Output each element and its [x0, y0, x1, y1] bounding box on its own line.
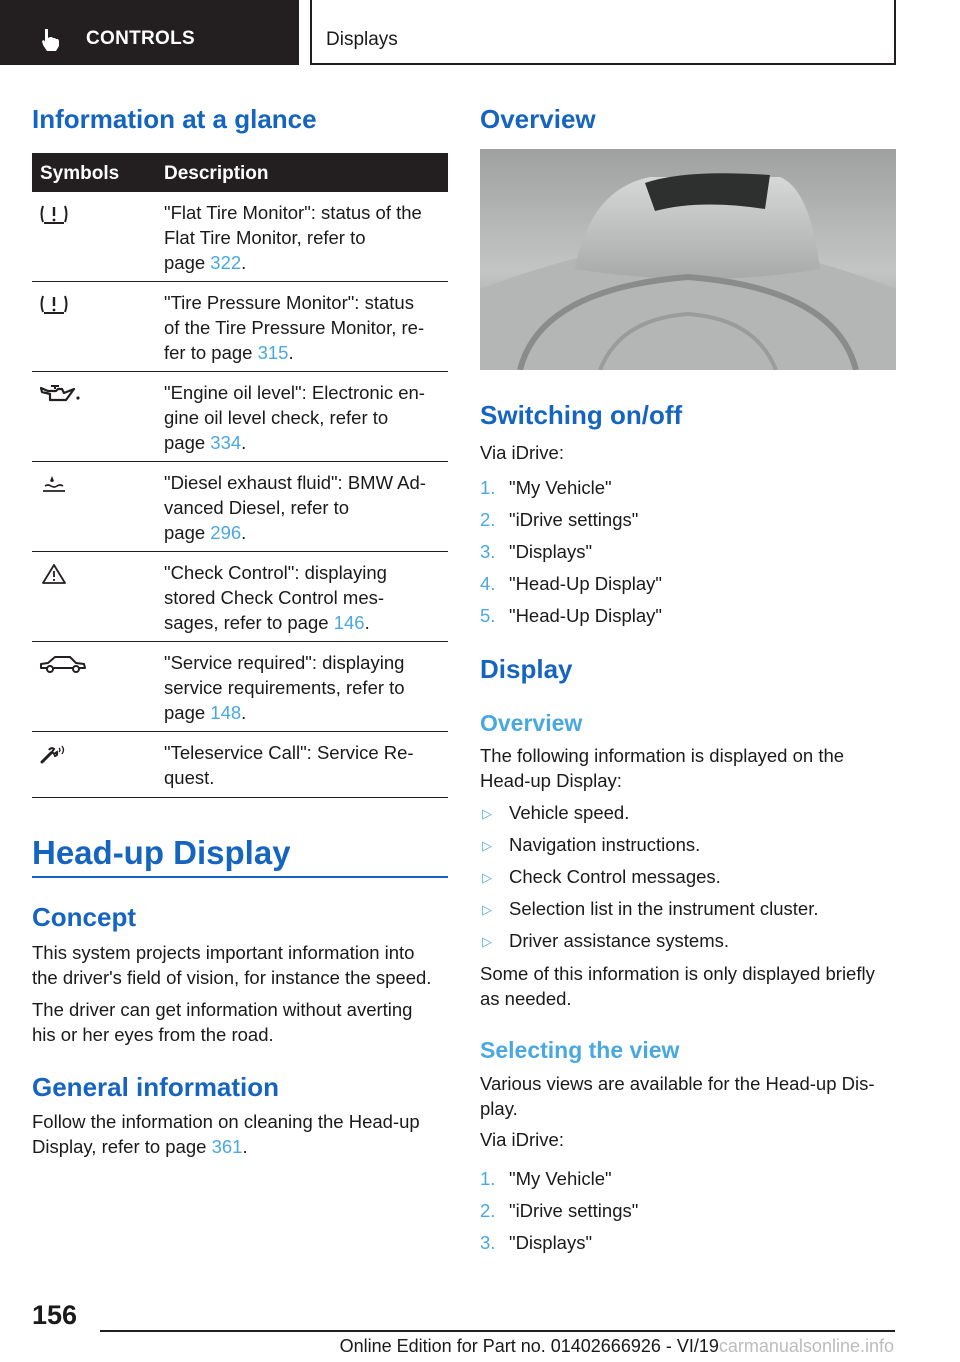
step-text: "Head-Up Display" [509, 605, 662, 626]
symbols-table [32, 153, 448, 798]
col-symbols: Symbols [40, 163, 120, 184]
section-label: CONTROLS [86, 28, 196, 49]
desc-line: Flat Tire Monitor, refer to [164, 227, 366, 248]
step-text: "Head-Up Display" [509, 573, 662, 594]
flat-tire-icon [38, 202, 70, 226]
desc-punct: . [364, 612, 370, 633]
switching-heading: Switching on/off [480, 400, 683, 430]
row-description [164, 560, 444, 635]
step-number: 2. [480, 1200, 496, 1221]
text-line: Follow the information on cleaning the Head-up [32, 1111, 420, 1132]
row-description [164, 740, 444, 790]
row-description [164, 650, 444, 725]
section-tab [0, 0, 299, 65]
page-link[interactable]: 334 [210, 432, 242, 453]
step-number: 3. [480, 1232, 496, 1253]
text-line: The following information is displayed on the [480, 745, 845, 766]
hud-heading: Head-up Display [32, 834, 291, 871]
step-text: "My Vehicle" [509, 1168, 612, 1189]
overview-heading: Overview [480, 104, 596, 134]
desc-line: "Engine oil level": Electronic en- [164, 382, 425, 403]
desc-punct: . [241, 702, 247, 723]
hud-photo [480, 149, 896, 370]
col-description: Description [164, 163, 269, 184]
bullet-triangle-icon: ▷ [482, 902, 492, 917]
text-line: Some of this information is only displayed briefly [480, 963, 875, 984]
desc-line: page [164, 702, 211, 723]
step-number: 3. [480, 541, 496, 562]
desc-line: fer to page [164, 342, 258, 363]
pointing-hand-icon [38, 27, 64, 53]
page-link[interactable]: 146 [333, 612, 365, 633]
views-paragraph [480, 1071, 875, 1121]
desc-line: "Flat Tire Monitor": status of the [164, 202, 422, 223]
step-text: "Displays" [509, 541, 593, 562]
watermark: carmanualsonline.info [718, 1336, 894, 1356]
bullet-triangle-icon: ▷ [482, 838, 492, 853]
bullet-text: Selection list in the instrument cluster. [509, 898, 819, 919]
text-line: the driver's field of vision, for instance the speed. [32, 967, 432, 988]
page-link[interactable]: 148 [210, 702, 242, 723]
table-row [32, 192, 448, 282]
bullet-text: Navigation instructions. [509, 834, 701, 855]
car-service-icon [38, 652, 88, 676]
desc-line: of the Tire Pressure Monitor, re- [164, 317, 425, 338]
page-link[interactable]: 315 [257, 342, 289, 363]
desc-line: service requirements, refer to [164, 677, 405, 698]
desc-punct: . [241, 522, 247, 543]
table-row [32, 552, 448, 642]
desc-line: sages, refer to page [164, 612, 334, 633]
step-text: "iDrive settings" [509, 509, 639, 530]
oil-can-icon [38, 382, 82, 406]
text-line: Various views are available for the Head-up Dis- [480, 1073, 875, 1094]
display-heading: Display [480, 654, 573, 684]
desc-line: page [164, 522, 211, 543]
general-info-paragraph [32, 1109, 420, 1159]
text-line: as needed. [480, 988, 572, 1009]
table-row [32, 372, 448, 462]
bullet-triangle-icon: ▷ [482, 870, 492, 885]
desc-line: "Check Control": displaying [164, 562, 387, 583]
display-overview-heading: Overview [480, 710, 583, 736]
via-idrive-label-2: Via iDrive: [480, 1129, 564, 1150]
info-glance-heading: Information at a glance [32, 104, 317, 134]
page-link[interactable]: 322 [210, 252, 242, 273]
heading-rule [32, 876, 448, 878]
bullet-text: Vehicle speed. [509, 802, 630, 823]
desc-line: stored Check Control mes- [164, 587, 385, 608]
step-number: 1. [480, 1168, 496, 1189]
desc-punct: . [241, 252, 247, 273]
desc-line: gine oil level check, refer to [164, 407, 389, 428]
chapter-title: Displays [326, 29, 398, 50]
desc-line: "Teleservice Call": Service Re- [164, 742, 414, 763]
desc-line: quest. [164, 767, 215, 788]
desc-line: "Tire Pressure Monitor": status [164, 292, 414, 313]
table-header [32, 153, 448, 192]
step-number: 5. [480, 605, 496, 626]
step-text: "My Vehicle" [509, 477, 612, 498]
step-text: "Displays" [509, 1232, 593, 1253]
row-description [164, 200, 444, 275]
concept-paragraph-2 [32, 997, 412, 1047]
desc-line: page [164, 252, 211, 273]
desc-line: "Diesel exhaust fluid": BMW Ad- [164, 472, 426, 493]
text-punct: . [242, 1136, 248, 1157]
brief-paragraph [480, 961, 875, 1011]
step-text: "iDrive settings" [509, 1200, 639, 1221]
page-number: 156 [32, 1300, 78, 1330]
warning-triangle-icon [38, 562, 70, 586]
bullet-triangle-icon: ▷ [482, 934, 492, 949]
tire-pressure-icon [38, 292, 70, 316]
diesel-exhaust-fluid-icon [38, 472, 70, 496]
desc-line: page [164, 432, 211, 453]
desc-punct: . [241, 432, 247, 453]
desc-line: vanced Diesel, refer to [164, 497, 350, 518]
step-number: 1. [480, 477, 496, 498]
text-line: This system projects important information into [32, 942, 415, 963]
display-paragraph [480, 743, 844, 793]
table-row [32, 642, 448, 732]
desc-punct: . [288, 342, 294, 363]
text-line: Display, refer to page [32, 1136, 212, 1157]
general-info-heading: General information [32, 1072, 280, 1102]
text-line: The driver can get information without averting [32, 999, 413, 1020]
edition-line [340, 1336, 894, 1357]
selecting-view-heading: Selecting the view [480, 1037, 680, 1063]
text-line: play. [480, 1098, 518, 1119]
step-number: 2. [480, 509, 496, 530]
row-description [164, 380, 444, 455]
table-row [32, 462, 448, 552]
wrench-call-icon [38, 742, 70, 766]
row-description [164, 470, 444, 545]
desc-line: "Service required": displaying [164, 652, 405, 673]
bullet-triangle-icon: ▷ [482, 806, 492, 821]
via-idrive-label: Via iDrive: [480, 442, 564, 463]
page-link[interactable]: 361 [211, 1136, 243, 1157]
concept-paragraph [32, 940, 431, 990]
table-row [32, 732, 448, 798]
bullet-text: Driver assistance systems. [509, 930, 729, 951]
chapter-header [310, 0, 896, 65]
bullet-text: Check Control messages. [509, 866, 721, 887]
concept-heading: Concept [32, 902, 136, 932]
footer-rule [100, 1330, 895, 1332]
page-link[interactable]: 296 [210, 522, 242, 543]
row-description [164, 290, 444, 365]
text-line: Head-up Display: [480, 770, 622, 791]
text-line: his or her eyes from the road. [32, 1024, 274, 1045]
step-number: 4. [480, 573, 496, 594]
table-row [32, 282, 448, 372]
edition-text: Online Edition for Part no. 01402666926 - VI/19 [339, 1336, 719, 1356]
